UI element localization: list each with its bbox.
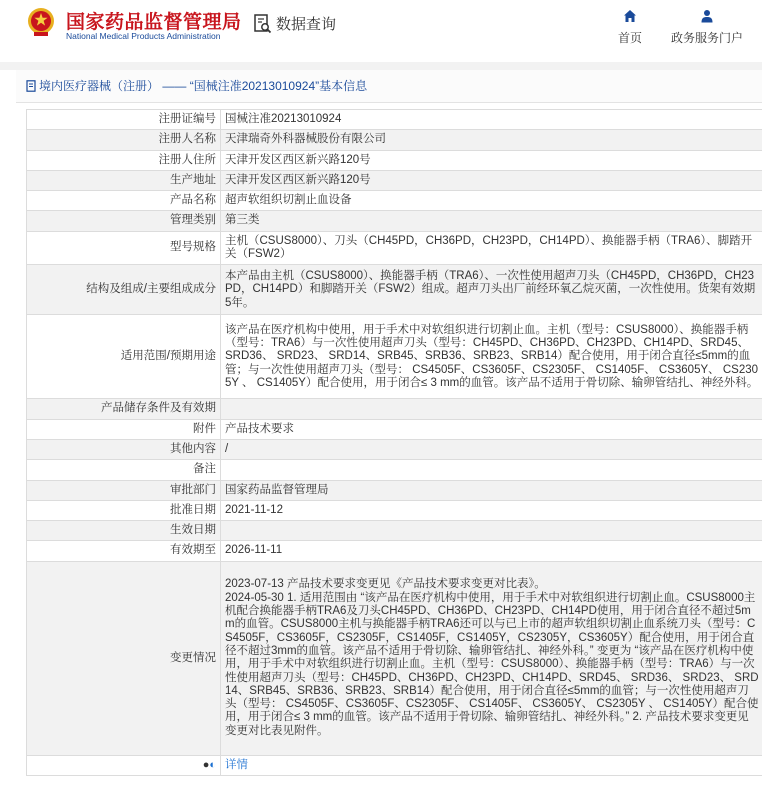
field-value: 该产品在医疗机构中使用，用于手术中对软组织进行切割止血。主机（型号：CSUS8000）、换能器手柄（型号：TRA6）与一次性使用超声刀头（型号：CH45PD、CH36PD、CH23PD、CH14PD、SRD45、 SRD36、 SRD23、 SRD14、SRB45、SRB36、SRB23、SRB14）配合使用，用于闭合直径≤5mm的血管；与一次性使用超声刀头（型号： CS4505F、CS3605F、CS2305F、 CS1405F、 CS3605Y、 CS2305Y 、 CS1405Y）配合使用，用于闭合≤ 3 mm的血管。该产品不适用于骨切除、输卵管结扎、神经外科。 bbox=[221, 315, 762, 399]
field-label: 其他内容 bbox=[27, 439, 221, 459]
site-title-cn[interactable]: 国家药品监督管理局 bbox=[66, 12, 242, 33]
detail-link[interactable]: 详情 bbox=[225, 758, 248, 771]
field-value: 2026-11-11 bbox=[221, 541, 762, 561]
field-label: 型号规格 bbox=[27, 231, 221, 265]
table-row bbox=[27, 500, 762, 520]
field-value: 2021-11-12 bbox=[221, 500, 762, 520]
data-search-icon bbox=[254, 14, 272, 34]
nav-home-label: 首页 bbox=[617, 31, 642, 45]
field-label: 变更情况 bbox=[27, 561, 221, 755]
site-title-en: National Medical Products Administration bbox=[66, 31, 221, 41]
breadcrumb-record: “国械注准20213010924”基本信息 bbox=[189, 79, 368, 93]
field-value: / bbox=[221, 439, 762, 459]
data-query-label: 数据查询 bbox=[276, 16, 337, 33]
field-label: 备注 bbox=[27, 460, 221, 480]
table-row bbox=[27, 541, 762, 561]
field-value: 2023-07-13 产品技术要求变更见《产品技术要求变更对比表》。 2024-05-30 1. 适用范围由 “该产品在医疗机构中使用，用于手术中对软组织进行切割止血。CSUS8000主机配合换能器手柄TRA6及刀头CH45PD、CH36PD、CH23PD、CH14PD使用，用于闭合直径不超过5mm的血管。CSUS8000主机与换能器手柄TRA6还可以与已上市的超声软组织切割止血系统刀头（型号：CS4505F，CS3605F，CS2305F，CS1405F，CS1405Y，CS2305Y，CS3605Y）配合使用，用于闭合直径不超过3mm的血管。该产品不适用于骨切除、输卵管结扎、神经外科。” 变更为 “该产品在医疗机构中使用，用于手术中对软组织进行切割止血。主机（型号：CSUS8000）、换能器手柄（型号：TRA6）与一次性使用超声刀头（型号：CH45PD、CH36PD、CH23PD、CH14PD、SRD45、 SRD36、 SRD23、 SRD14、SRB45、SRB36、SRB23、SRB14）配合使用，用于闭合直径≤5mm的血管；与一次性使用超声刀头（型号： CS4505F、CS3605F、CS2305F、 CS1405F、 CS3605Y、 CS2305Y 、 CS1405Y）配合使用，用于闭合≤ 3 mm的血管。该产品不适用于骨切除、输卵管结扎、神经外科。” 2. 产品技术要求变更见变更对比表见附件。 bbox=[221, 561, 762, 755]
field-value: 天津瑞奇外科器械股份有限公司 bbox=[221, 130, 762, 150]
field-value bbox=[221, 521, 762, 541]
breadcrumb-separator: —— bbox=[162, 79, 187, 93]
table-row bbox=[27, 561, 762, 755]
field-label: 审批部门 bbox=[27, 480, 221, 500]
field-label: 适用范围/预期用途 bbox=[27, 315, 221, 399]
table-row bbox=[27, 130, 762, 150]
field-value: 超声软组织切割止血设备 bbox=[221, 191, 762, 211]
field-value: 本产品由主机（CSUS8000）、换能器手柄（TRA6）、一次性使用超声刀头（CH45PD，CH36PD，CH23PD，CH14PD）和脚踏开关（FSW2）组成。超声刀头出厂前经环氧乙烷灭菌，一次性使用。货架有效期5年。 bbox=[221, 265, 762, 315]
nav-service-label: 政务服务门户 bbox=[670, 31, 743, 45]
table-row bbox=[27, 399, 762, 419]
table-row bbox=[27, 419, 762, 439]
table-row bbox=[27, 480, 762, 500]
registration-info-table bbox=[26, 109, 762, 776]
detail-row bbox=[27, 755, 762, 775]
breadcrumb bbox=[16, 70, 762, 103]
field-value: 产品技术要求 bbox=[221, 419, 762, 439]
nav-service-portal[interactable] bbox=[662, 9, 752, 46]
field-label: 生效日期 bbox=[27, 521, 221, 541]
field-value: 国械注准20213010924 bbox=[221, 110, 762, 130]
field-label: 批准日期 bbox=[27, 500, 221, 520]
home-icon bbox=[623, 9, 637, 23]
data-query-link[interactable] bbox=[254, 13, 336, 34]
field-value: 天津开发区西区新兴路120号 bbox=[221, 170, 762, 190]
table-row bbox=[27, 439, 762, 459]
field-label: 生产地址 bbox=[27, 170, 221, 190]
field-label: 产品储存条件及有效期 bbox=[27, 399, 221, 419]
field-label: 有效期至 bbox=[27, 541, 221, 561]
header-divider bbox=[0, 62, 762, 70]
site-header bbox=[0, 0, 762, 62]
detail-panel bbox=[16, 70, 762, 776]
field-label: 附件 bbox=[27, 419, 221, 439]
field-value: 主机（CSUS8000）、刀头（CH45PD，CH36PD，CH23PD，CH14PD）、换能器手柄（TRA6）、脚踏开关（FSW2） bbox=[221, 231, 762, 265]
user-icon bbox=[700, 9, 714, 23]
field-value bbox=[221, 399, 762, 419]
field-value: 天津开发区西区新兴路120号 bbox=[221, 150, 762, 170]
table-row bbox=[27, 315, 762, 399]
globe-icon: ◐ bbox=[209, 758, 216, 771]
field-label: 管理类别 bbox=[27, 211, 221, 231]
field-value: 国家药品监督管理局 bbox=[221, 480, 762, 500]
nav-home[interactable] bbox=[610, 9, 650, 46]
field-label: 注册人名称 bbox=[27, 130, 221, 150]
table-row bbox=[27, 521, 762, 541]
field-value: 第三类 bbox=[221, 211, 762, 231]
table-row bbox=[27, 211, 762, 231]
field-label: 结构及组成/主要组成成分 bbox=[27, 265, 221, 315]
field-label: 注册人住所 bbox=[27, 150, 221, 170]
field-label: 产品名称 bbox=[27, 191, 221, 211]
table-row bbox=[27, 460, 762, 480]
field-value bbox=[221, 460, 762, 480]
table-row bbox=[27, 191, 762, 211]
detail-link-cell bbox=[221, 755, 762, 775]
table-row bbox=[27, 231, 762, 265]
breadcrumb-category[interactable]: 境内医疗器械（注册） bbox=[39, 79, 160, 93]
table-row bbox=[27, 170, 762, 190]
document-icon bbox=[26, 80, 37, 92]
table-row bbox=[27, 150, 762, 170]
table-row bbox=[27, 265, 762, 315]
table-row bbox=[27, 110, 762, 130]
pin-icon: ● bbox=[202, 758, 210, 771]
detail-icons-cell bbox=[27, 755, 221, 775]
field-label: 注册证编号 bbox=[27, 110, 221, 130]
national-emblem-icon bbox=[26, 6, 56, 38]
